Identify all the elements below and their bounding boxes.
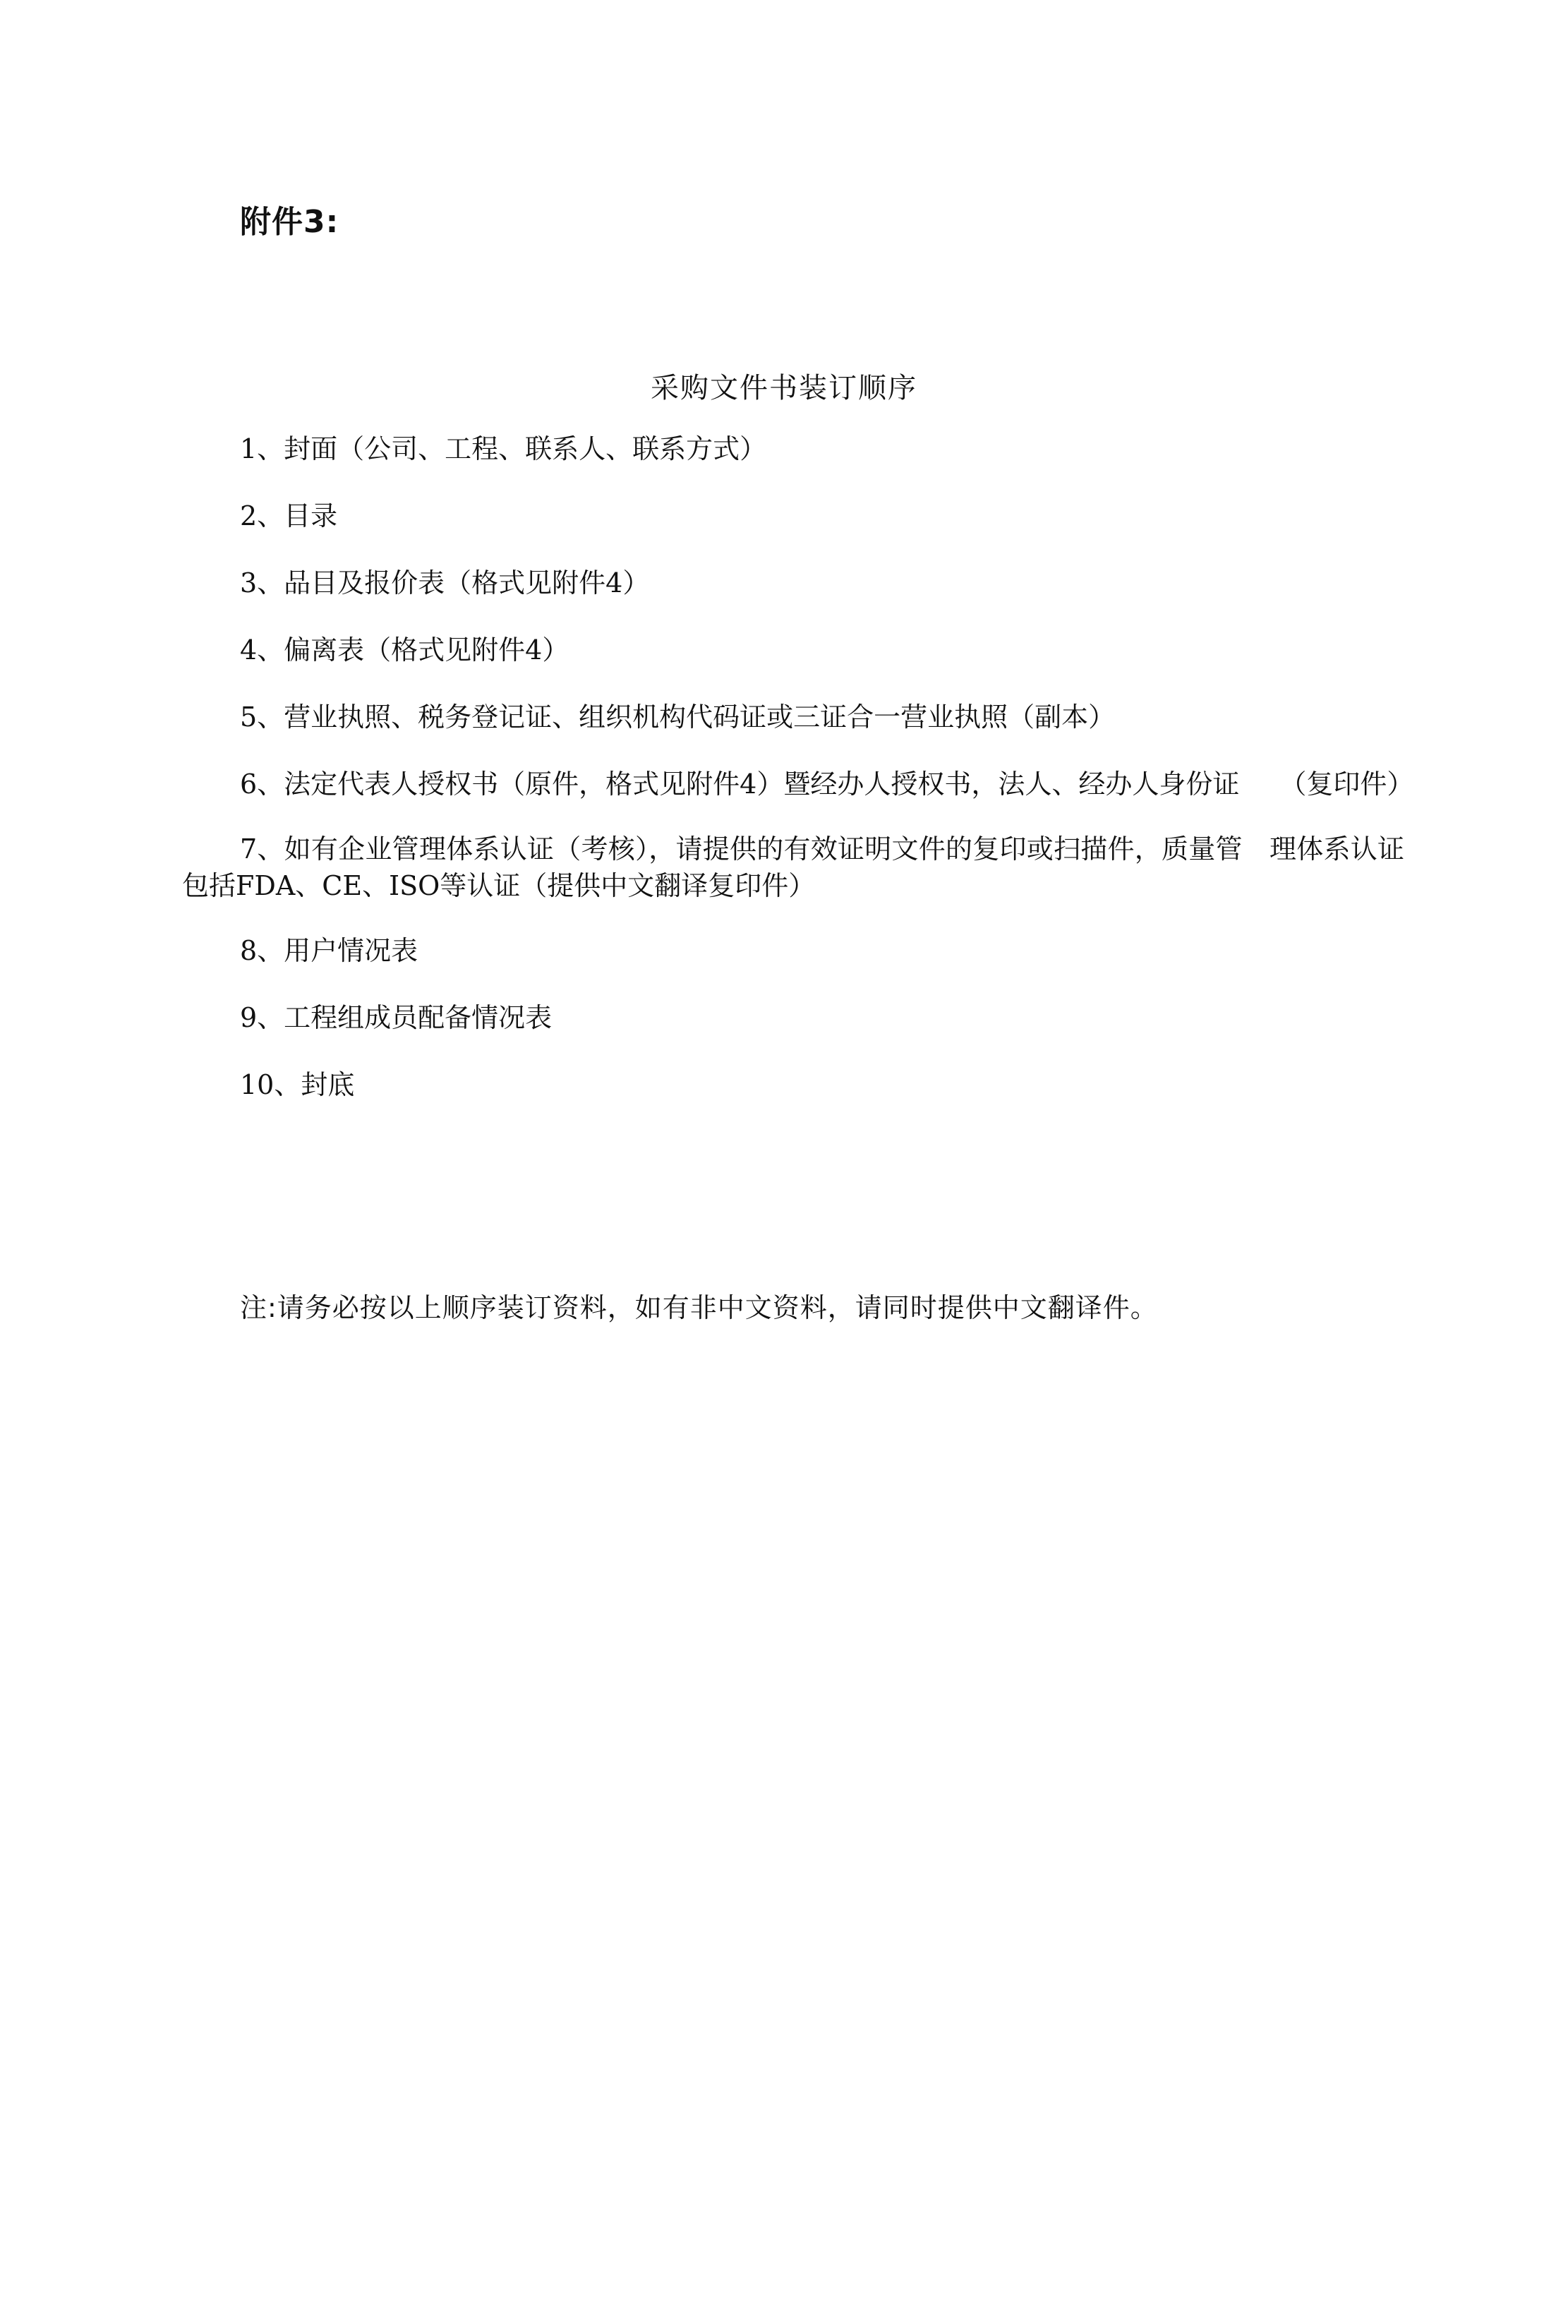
list-item: 7、如有企业管理体系认证（考核），请提供的有效证明文件的复印或扫描件，质量管 理体系认证包括FDA、CE、ISO等认证（提供中文翻译复印件） xyxy=(182,833,1404,901)
list-item: 1、封面（公司、工程、联系人、联系方式） xyxy=(240,433,767,464)
document-title: 采购文件书装订顺序 xyxy=(651,372,917,404)
list-item: 8、用户情况表 xyxy=(240,935,418,966)
list-item: 10、封底 xyxy=(240,1069,355,1100)
list-item: 6、法定代表人授权书（原件，格式见附件4）暨经办人授权书，法人、经办人身份证 （复印件） xyxy=(240,769,1414,800)
list-item: 2、目录 xyxy=(240,500,338,531)
list-item: 9、工程组成员配备情况表 xyxy=(240,1002,553,1033)
attachment-label: 附件3: xyxy=(240,204,339,240)
note-text: 注:请务必按以上顺序装订资料，如有非中文资料，请同时提供中文翻译件。 xyxy=(240,1292,1158,1323)
list-item: 3、品目及报价表（格式见附件4） xyxy=(240,567,650,598)
list-item: 5、营业执照、税务登记证、组织机构代码证或三证合一营业执照（副本） xyxy=(240,702,1116,733)
binding-order-list xyxy=(182,431,1414,1133)
list-item: 4、偏离表（格式见附件4） xyxy=(240,634,569,666)
